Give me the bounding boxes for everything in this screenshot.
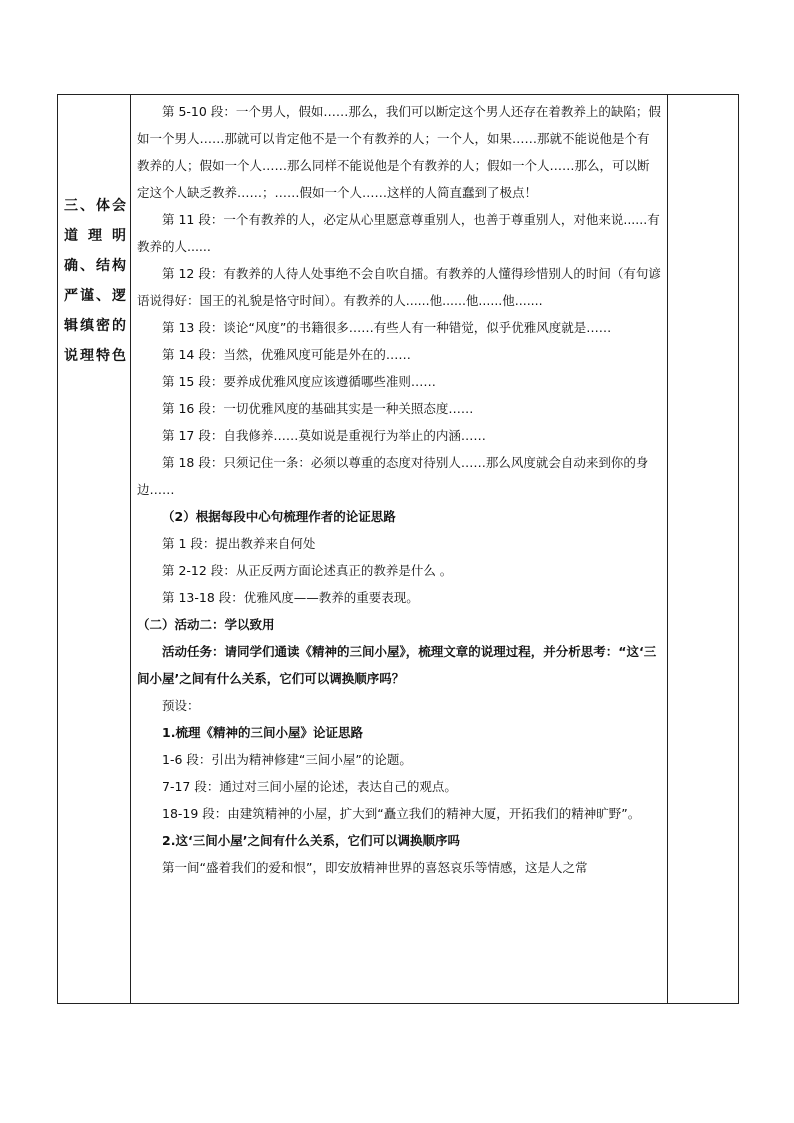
paragraph: 第 15 段：要养成优雅风度应该遵循哪些准则…… (162, 374, 436, 389)
section-label-cell (58, 95, 131, 1004)
paragraph: （二）活动二：学以致用 (137, 617, 275, 632)
paragraph: 第 2-12 段：从正反两方面论述真正的教养是什么 。 (162, 563, 453, 578)
paragraph: 第一间“盛着我们的爱和恨”，即安放精神世界的喜怒哀乐等情感，这是人之常 (162, 860, 588, 875)
paragraph: 第 5-10 段：一个男人，假如……那么，我们可以断定这个男人还存在着教养上的缺陷；假如一个男人……那就可以肯定他不是一个有教养的人；一个人，如果……那就不能说他是个有教养的人；假如一个人……那么同样不能说他是个有教养的人；假如一个人……那么，可以断定这个人缺乏教养……；……假如一个人……这样的人简直蠢到了极点！ (137, 104, 661, 200)
paragraph: 第 17 段：自我修养……莫如说是重视行为举止的内涵…… (162, 428, 486, 443)
paragraph: 第 18 段：只须记住一条：必须以尊重的态度对待别人……那么风度就会自动来到你的身边…… (137, 455, 649, 497)
paragraph: （2）根据每段中心句梳理作者的论证思路 (162, 509, 396, 524)
paragraph: 预设： (162, 698, 200, 713)
paragraph: 第 12 段：有教养的人待人处事绝不会自吹自擂。有教养的人懂得珍惜别人的时间（有句谚语说得好：国王的礼貌是恪守时间）。有教养的人......他......他......他....... (137, 266, 661, 308)
paragraph: 1.梳理《精神的三间小屋》论证思路 (162, 725, 363, 740)
paragraph: 第 13 段：谈论“风度”的书籍很多……有些人有一种错觉，似乎优雅风度就是…… (162, 320, 612, 335)
paragraph: 第 16 段：一切优雅风度的基础其实是一种关照态度…… (162, 401, 474, 416)
content-cell (131, 95, 668, 1004)
paragraph: 第 14 段：当然，优雅风度可能是外在的…… (162, 347, 411, 362)
table-row (58, 95, 739, 1004)
paragraph: 2.这‘三间小屋’之间有什么关系，它们可以调换顺序吗 (162, 833, 460, 848)
content-body (131, 95, 667, 881)
notes-cell (668, 95, 739, 1004)
paragraph: 第 11 段：一个有教养的人，必定从心里愿意尊重别人，也善于尊重别人，对他来说......有教养的人...... (137, 212, 660, 254)
paragraph: 第 1 段：提出教养来自何处 (162, 536, 316, 551)
section-heading: 三、体会道理明确、结构严谨、逻辑缜密的说理特色 (64, 198, 126, 364)
paragraph: 1-6 段：引出为精神修建“三间小屋”的论题。 (162, 752, 412, 767)
paragraph: 第 13-18 段：优雅风度——教养的重要表现。 (162, 590, 419, 605)
paragraph: 7-17 段：通过对三间小屋的论述，表达自己的观点。 (162, 779, 457, 794)
lesson-table (57, 94, 739, 1004)
paragraph: 18-19 段：由建筑精神的小屋，扩大到“矗立我们的精神大厦，开拓我们的精神旷野”。 (162, 806, 641, 821)
paragraph: 活动任务：请同学们通读《精神的三间小屋》，梳理文章的说理过程，并分析思考：“这‘三间小屋’之间有什么关系，它们可以调换顺序吗？ (137, 644, 657, 686)
